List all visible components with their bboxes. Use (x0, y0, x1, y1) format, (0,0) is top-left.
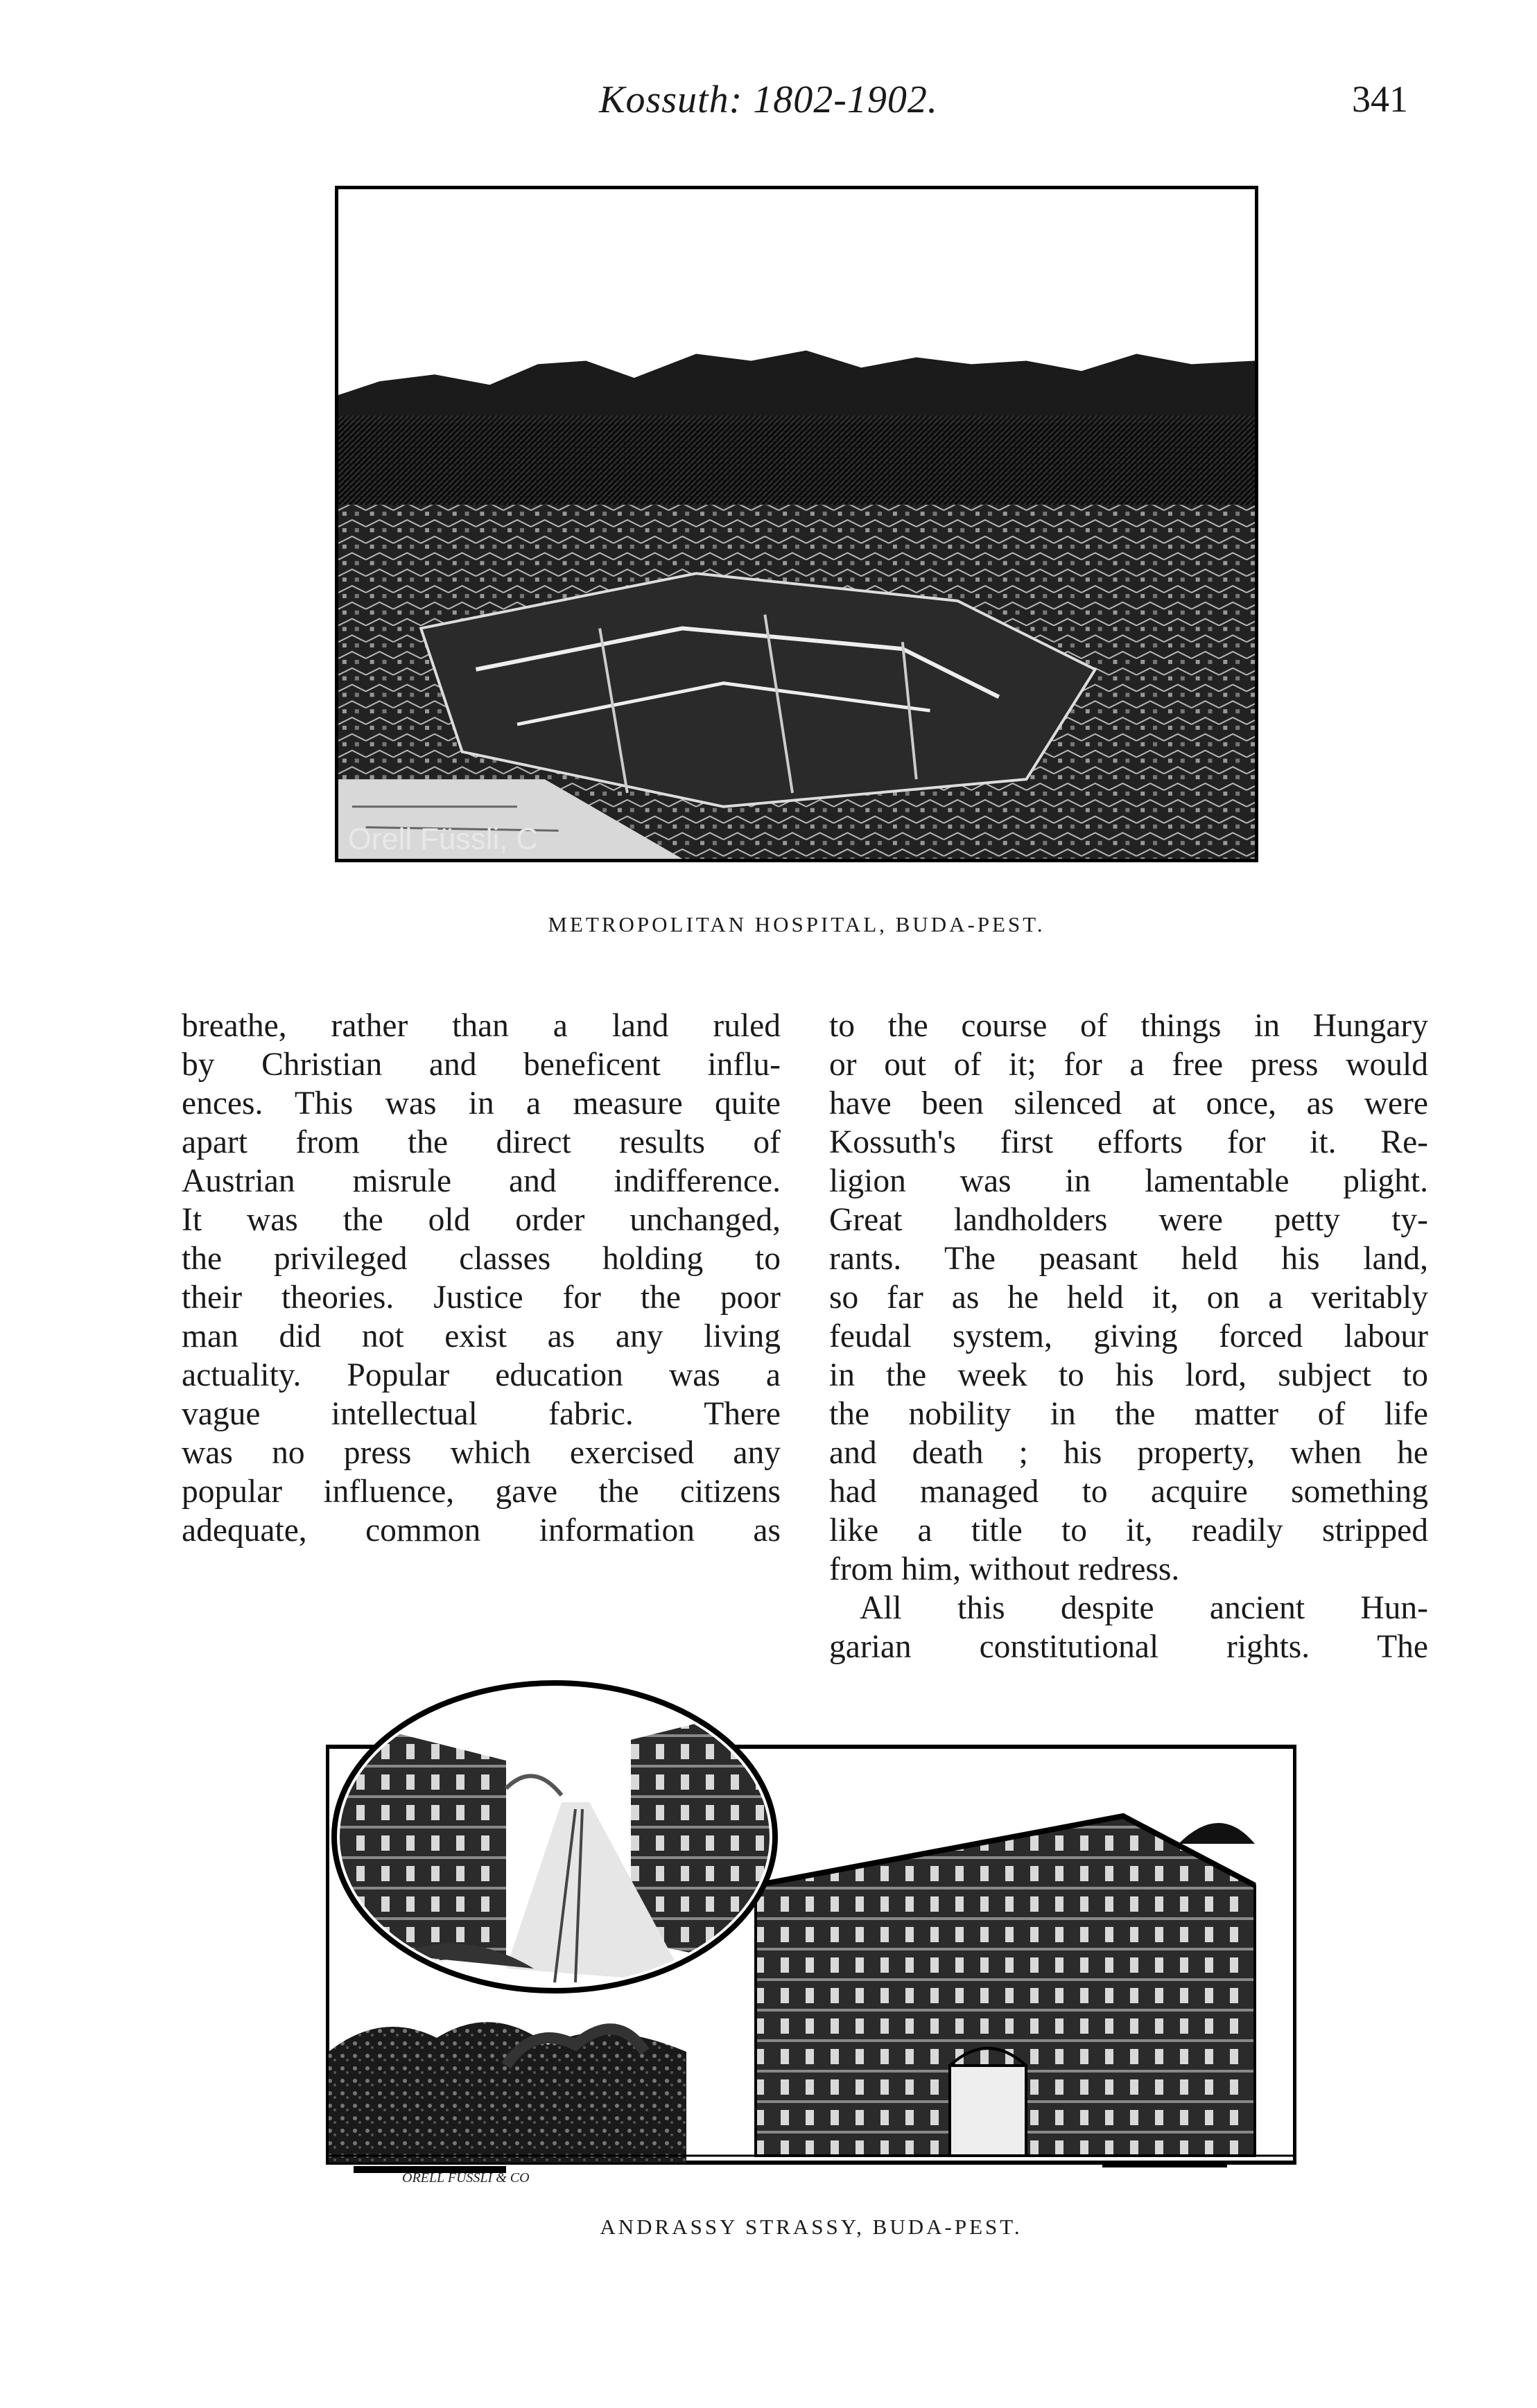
text-line: the nobility in the matter of life (829, 1396, 1428, 1432)
text-line: All this despite ancient Hun- (860, 1590, 1428, 1626)
text-line: have been silenced at once, as were (829, 1085, 1428, 1122)
text-line: actuality. Popular education was a (182, 1357, 781, 1393)
text-line: Great landholders were petty ty- (829, 1202, 1428, 1238)
andrassy-caption: ANDRASSY STRASSY, BUDA-PEST. (600, 2215, 1023, 2239)
text-line: breathe, rather than a land ruled (182, 1008, 781, 1044)
text-line: It was the old order unchanged, (182, 1202, 781, 1238)
left-column (182, 1006, 781, 1550)
hospital-illustration (335, 186, 1258, 862)
running-title: Kossuth: 1802-1902. (599, 78, 938, 121)
text-line: man did not exist as any living (182, 1318, 781, 1354)
text-line: by Christian and beneficent influ- (182, 1047, 781, 1083)
text-line: popular influence, gave the citizens (182, 1474, 781, 1510)
text-line: from him, without redress. (829, 1551, 1180, 1587)
text-line: ligion was in lamentable plight. (829, 1163, 1428, 1199)
text-line: vague intellectual fabric. There (182, 1396, 781, 1432)
hospital-engraving (338, 189, 1255, 859)
text-line: in the week to his lord, subject to (829, 1357, 1428, 1393)
andrassy-engraver-mark: ORELL FÜSSLI & CO (402, 2170, 530, 2185)
andrassy-illustration (326, 1677, 1296, 2190)
text-line: the privileged classes holding to (182, 1241, 781, 1277)
text-line: rants. The peasant held his land, (829, 1241, 1428, 1277)
text-line: and death ; his property, when he (829, 1435, 1428, 1471)
text-line: feudal system, giving forced labour (829, 1318, 1428, 1354)
hospital-engraver-mark: Orell Füssli, C (347, 823, 538, 857)
text-line: their theories. Justice for the poor (182, 1280, 781, 1316)
text-line: like a title to it, readily stripped (829, 1512, 1428, 1548)
right-paragraph-2 (829, 1589, 1428, 1666)
text-line: apart from the direct results of (182, 1124, 781, 1160)
text-line: had managed to acquire something (829, 1474, 1428, 1510)
text-line: so far as he held it, on a veritably (829, 1280, 1428, 1316)
text-line: or out of it; for a free press would (829, 1047, 1428, 1083)
text-line: Kossuth's first efforts for it. Re- (829, 1124, 1428, 1160)
right-column (829, 1006, 1428, 1666)
right-paragraph (829, 1006, 1428, 1589)
text-line: garian constitutional rights. The (829, 1629, 1428, 1665)
text-line: Austrian misrule and indifference. (182, 1163, 781, 1199)
text-line: ences. This was in a measure quite (182, 1085, 781, 1122)
text-line: was no press which exercised any (182, 1435, 781, 1471)
hospital-caption: METROPOLITAN HOSPITAL, BUDA-PEST. (548, 912, 1045, 936)
left-paragraph (182, 1006, 781, 1550)
andrassy-engraving (326, 1677, 1296, 2190)
page-number: 341 (1352, 78, 1408, 120)
text-line: to the course of things in Hungary (829, 1008, 1428, 1044)
text-line: adequate, common information as (182, 1512, 781, 1548)
